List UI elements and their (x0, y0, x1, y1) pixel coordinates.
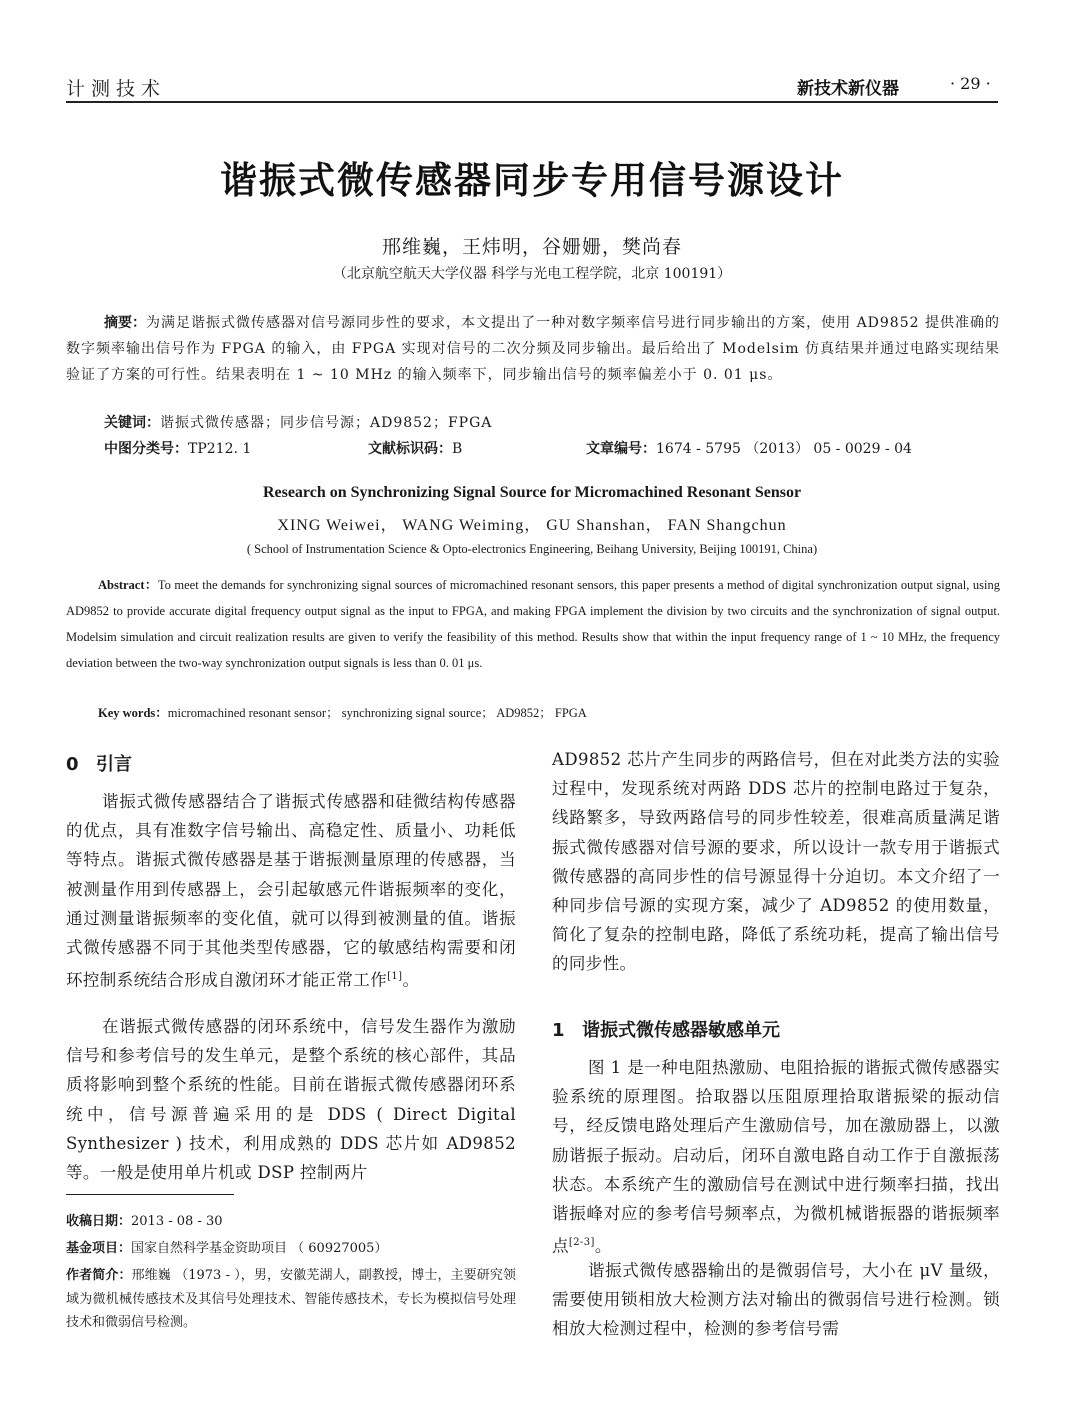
header-rule (66, 101, 998, 103)
section-1-paragraph-2: 谐振式微传感器输出的是微弱信号，大小在 μV 量级，需要使用锁相放大检测方法对输出的微弱信号进行检测。锁相放大检测过程中，检测的参考信号需 (552, 1261, 1000, 1339)
english-authors: XING Weiwei， WANG Weiming， GU Shanshan， FAN Shangchun (277, 517, 787, 534)
english-abstract-text: To meet the demands for synchronizing signal sources of micromachined resonant sensors, this paper presents a method of digital synchronization output signal, using AD9852 to provide accurate digital frequency output signal as the input to FPGA, and making FPGA implement the division by two circuits and the synchronization of signal output. Modelsim simulation and circuit realization results are given to verify the feasibility of this method. Results show that within the input frequency range of 1 ~ 10 MHz, the frequency deviation between the two-way synchronization output signals is less than 0. 01 μs. (66, 578, 1001, 670)
section-0-heading (66, 750, 132, 776)
article-number (586, 438, 912, 458)
keywords-cn-label: 关键词： (104, 415, 160, 431)
english-abstract (66, 572, 1000, 676)
english-abstract-label: Abstract： (98, 578, 158, 592)
doc-value: B (452, 441, 463, 457)
clc-number (104, 438, 251, 458)
english-keywords (98, 703, 587, 721)
section-0-number: 0 (66, 754, 79, 775)
clc-value: TP212. 1 (188, 441, 252, 457)
clc-label: 中图分类号： (104, 441, 188, 457)
column-name: 新技术新仪器 (797, 79, 899, 99)
abstract-cn (66, 310, 1000, 388)
footnote-rule (66, 1194, 234, 1195)
section-1-heading (552, 1016, 780, 1042)
received-label: 收稿日期： (66, 1214, 132, 1229)
intro-paragraph-2: 在谐振式微传感器的闭环系统中，信号发生器作为激励信号和参考信号的发生单元，是整个系统的核心部件，其品质将影响到整个系统的性能。目前在谐振式微传感器闭环系统中，信号源普遍采用的是 DDS ( Direct Digital Synthesizer ) 技术，利用成熟的 DDS 芯片如 AD9852 等。一般是使用单片机或 DSP 控制两片 (66, 1017, 516, 1183)
intro-p1-end: 。 (402, 970, 420, 990)
english-keywords-label: Key words： (98, 706, 168, 720)
intro-p1-text: 谐振式微传感器结合了谐振式传感器和硅微结构传感器的优点，具有准数字信号输出、高稳定性、质量小、功耗低等特点。谐振式微传感器是基于谐振测量原理的传感器，当被测量作用到传感器上，会引起敏感元件谐振频率的变化，通过测量谐振频率的变化值，就可以得到被测量的值。谐振式微传感器不同于其他类型传感器，它的敏感结构需要和闭环控制系统结合形成自激闭环才能正常工作 (66, 792, 516, 990)
citation-1: [1] (387, 971, 403, 983)
page-number: · 29 · (950, 74, 991, 93)
footnote-received (66, 1210, 516, 1234)
keywords-cn-text: 谐振式微传感器；同步信号源；AD9852；FPGA (160, 415, 493, 431)
journal-name: 计测技术 (66, 78, 167, 100)
author-bio-label: 作者简介： (66, 1268, 132, 1283)
citation-2-3: [2-3] (568, 1237, 595, 1249)
article-value: 1674 - 5795 （2013） 05 - 0029 - 04 (656, 441, 912, 457)
english-affiliation: ( School of Instrumentation Science & Opto-electronics Engineering, Beihang University, Beijing 100191, China) (246, 542, 818, 556)
abstract-cn-text: 为满足谐振式微传感器对信号源同步性的要求，本文提出了一种对数字频率信号进行同步输出的方案，使用 AD9852 提供准确的数字频率输出信号作为 FPGA 的输入，由 FPGA 实现对信号的二次分频及同步输出。最后给出了 Modelsim 仿真结果并通过电路实现结果验证了方案的可行性。结果表明在 1 ~ 10 MHz 的输入频率下，同步输出信号的频率偏差小于 0. 01 μs。 (66, 315, 1000, 383)
section-1-p1-end: 。 (594, 1236, 612, 1256)
keywords-cn (104, 412, 492, 432)
section-0-title: 引言 (96, 754, 132, 775)
english-keywords-text: micromachined resonant sensor； synchronizing signal source； AD9852； FPGA (167, 706, 587, 720)
received-date: 2013 - 08 - 30 (131, 1214, 223, 1229)
fund-label: 基金项目： (66, 1241, 132, 1256)
doc-code (368, 438, 462, 458)
affiliation: （北京航空航天大学仪器 科学与光电工程学院，北京 100191） (332, 266, 732, 282)
author-list: 邢维巍，王炜明，谷姗姗，樊尚春 (381, 236, 682, 258)
section-1-title: 谐振式微传感器敏感单元 (582, 1020, 780, 1041)
abstract-cn-label: 摘要： (104, 315, 147, 331)
footnote-fund (66, 1237, 516, 1261)
section-1-paragraph-1 (552, 1053, 1000, 1261)
english-title: Research on Synchronizing Signal Source for Micromachined Resonant Sensor (262, 484, 802, 501)
intro-paragraph-1 (66, 787, 516, 995)
intro-paragraph-2-continued: AD9852 芯片产生同步的两路信号，但在对此类方法的实验过程中，发现系统对两路 DDS 芯片的控制电路过于复杂，线路繁多，导致两路信号的同步性较差，很难高质量满足谐振式微传感器对信号源的要求，所以设计一款专用于谐振式微传感器的高同步性的信号源显得十分迫切。本文介绍了一种同步信号源的实现方案，减少了 AD9852 的使用数量，简化了复杂的控制电路，降低了系统功耗，提高了输出信号的同步性。 (552, 750, 1000, 974)
section-1-p1-text: 图 1 是一种电阻热激励、电阻拾振的谐振式微传感器实验系统的原理图。拾取器以压阻原理拾取谐振梁的振动信号，经反馈电路处理后产生激励信号，加在激励器上，以激励谐振子振动。启动后，闭环自激电路自动工作于自激振荡状态。本系统产生的激励信号在测试中进行频率扫描，找出谐振峰对应的参考信号频率点，为微机械谐振器的谐振频率点 (552, 1058, 1000, 1256)
article-label: 文章编号： (586, 441, 656, 457)
section-1-number: 1 (552, 1020, 565, 1041)
footnote-author (66, 1264, 516, 1335)
classification-row (104, 438, 1004, 462)
author-bio-text: 邢维巍 （1973 - ），男，安徽芜湖人，副教授，博士，主要研究领域为微机械传感技术及其信号处理技术、智能传感技术，专长为模拟信号处理技术和微弱信号检测。 (66, 1268, 516, 1330)
fund-text: 国家自然科学基金资助项目 （ 60927005） (131, 1241, 388, 1256)
doc-label: 文献标识码： (368, 441, 452, 457)
paper-title: 谐振式微传感器同步专用信号源设计 (220, 159, 844, 202)
